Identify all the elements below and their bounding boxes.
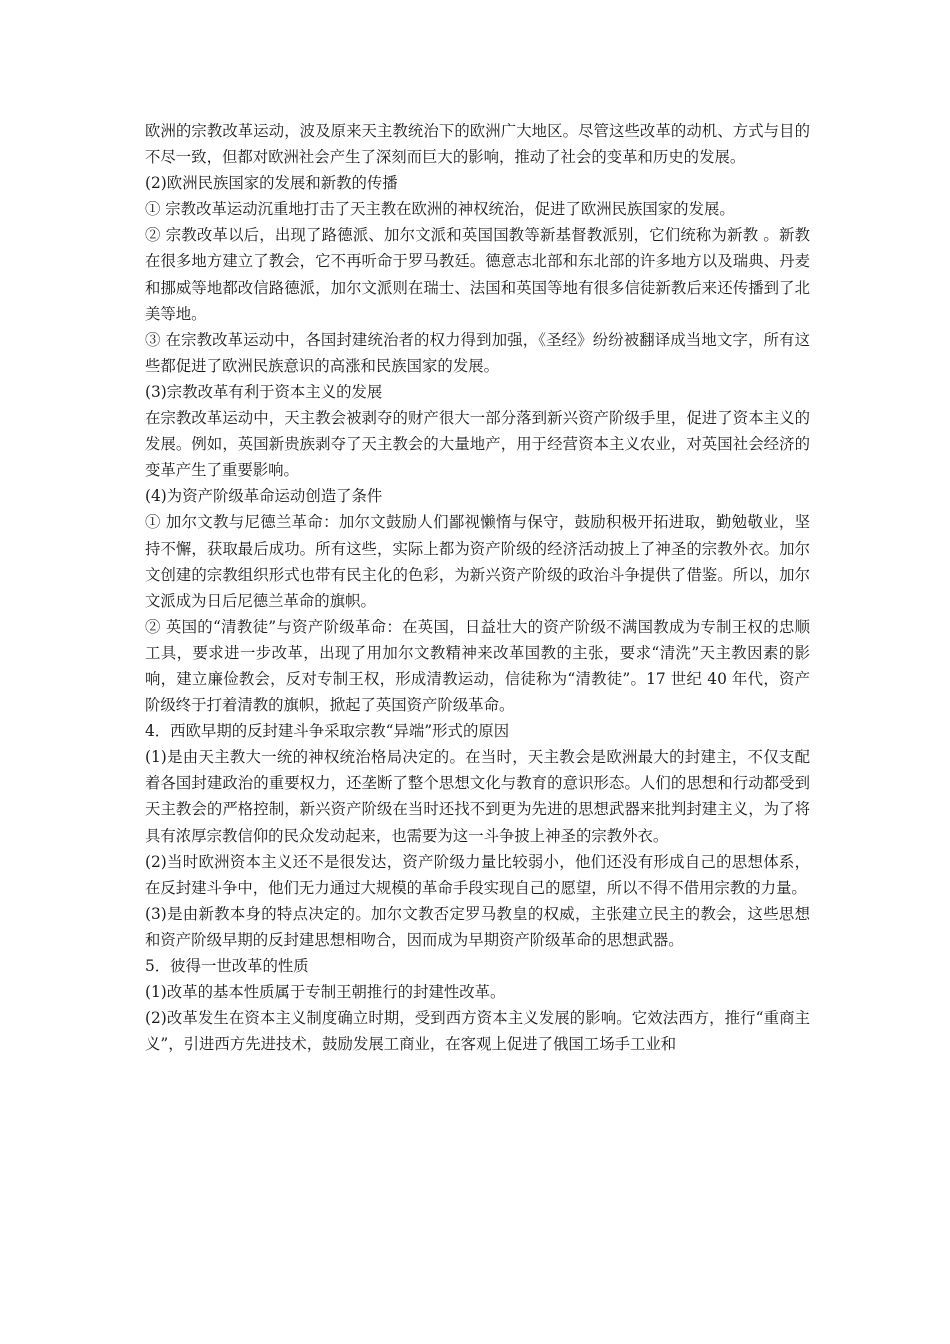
subheading-revolution-conditions: (4)为资产阶级革命运动创造了条件 <box>145 487 383 506</box>
paragraph: 在宗教改革运动中，天主教会被剥夺的财产很大一部分落到新兴资产阶级手里，促进了资本主义的发展。例如，英国新贵族剥夺了天主教会的大量地产，用于经营资本主义农业，对英国社会经济的变革产生了重要影响。 <box>145 409 810 480</box>
paragraph: (3)是由新教本身的特点决定的。加尔文教否定罗马教皇的权威，主张建立民主的教会，这些思想和资产阶级早期的反封建思想相吻合，因而成为早期资产阶级革命的思想武器。 <box>145 904 810 949</box>
list-item: ② 英国的“清教徒”与资产阶级革命：在英国，日益壮大的资产阶级不满国教成为专制王权的忠顺工具，要求进一步改革，出现了用加尔文教精神来改革国教的主张，要求“清洗”天主教因素的影响，建立廉俭教会，反对专制王权，形成清教运动，信徒称为“清教徒”。17 世纪 40 年代，资产阶级终于打着清教的旗帜，掀起了英国资产阶级革命。 <box>145 617 810 715</box>
section-heading-4: 4．西欧早期的反封建斗争采取宗教“异端”形式的原因 <box>145 722 510 741</box>
subheading-capitalism: (3)宗教改革有利于资本主义的发展 <box>145 382 383 401</box>
subheading-nation-states: (2)欧洲民族国家的发展和新教的传播 <box>145 174 398 193</box>
list-item: ① 宗教改革运动沉重地打击了天主教在欧洲的神权统治，促进了欧洲民族国家的发展。 <box>145 200 735 219</box>
paragraph: (2)当时欧洲资本主义还不是很发达，资产阶级力量比较弱小，他们还没有形成自己的思想体系，在反封建斗争中，他们无力通过大规模的革命手段实现自己的愿望，所以不得不借用宗教的力量。 <box>145 852 810 897</box>
document-body <box>145 118 810 1057</box>
section-heading-5: 5．彼得一世改革的性质 <box>145 957 309 975</box>
paragraph: (2)改革发生在资本主义制度确立时期，受到西方资本主义发展的影响。它效法西方，推行“重商主义”，引进西方先进技术，鼓励发展工商业，在客观上促进了俄国工场手工业和 <box>145 1009 810 1054</box>
paragraph: (1)改革的基本性质属于专制王朝推行的封建性改革。 <box>145 983 506 1002</box>
paragraph-intro: 欧洲的宗教改革运动，波及原来天主教统治下的欧洲广大地区。尽管这些改革的动机、方式与目的不尽一致，但都对欧洲社会产生了深刻而巨大的影响，推动了社会的变革和历史的发展。 <box>145 122 810 167</box>
paragraph: (1)是由天主教大一统的神权统治格局决定的。在当时，天主教会是欧洲最大的封建主，不仅支配着各国封建政治的重要权力，还垄断了整个思想文化与教育的意识形态。人们的思想和行动都受到天主教会的严格控制，新兴资产阶级在当时还找不到更为先进的思想武器来批判封建主义，为了将具有浓厚宗教信仰的民众发动起来，也需要为这一斗争披上神圣的宗教外衣。 <box>145 748 810 845</box>
list-item: ③ 在宗教改革运动中，各国封建统治者的权力得到加强，《圣经》纷纷被翻译成当地文字，所有这些都促进了欧洲民族意识的高涨和民族国家的发展。 <box>145 330 810 375</box>
list-item: ② 宗教改革以后，出现了路德派、加尔文派和英国国教等新基督教派别，它们统称为新教 。新教在很多地方建立了教会，它不再听命于罗马教廷。德意志北部和东北部的许多地方以及瑞典、丹麦和挪威等地都改信路德派，加尔文派则在瑞士、法国和英国等地有很多信徒新教后来还传播到了北美等地。 <box>145 226 810 323</box>
list-item: ① 加尔文教与尼德兰革命：加尔文鼓励人们鄙视懒惰与保守，鼓励积极开拓进取，勤勉敬业，坚持不懈，获取最后成功。所有这些，实际上都为资产阶级的经济活动披上了神圣的宗教外衣。加尔文创建的宗教组织形式也带有民主化的色彩，为新兴资产阶级的政治斗争提供了借鉴。所以，加尔文派成为日后尼德兰革命的旗帜。 <box>145 513 810 610</box>
